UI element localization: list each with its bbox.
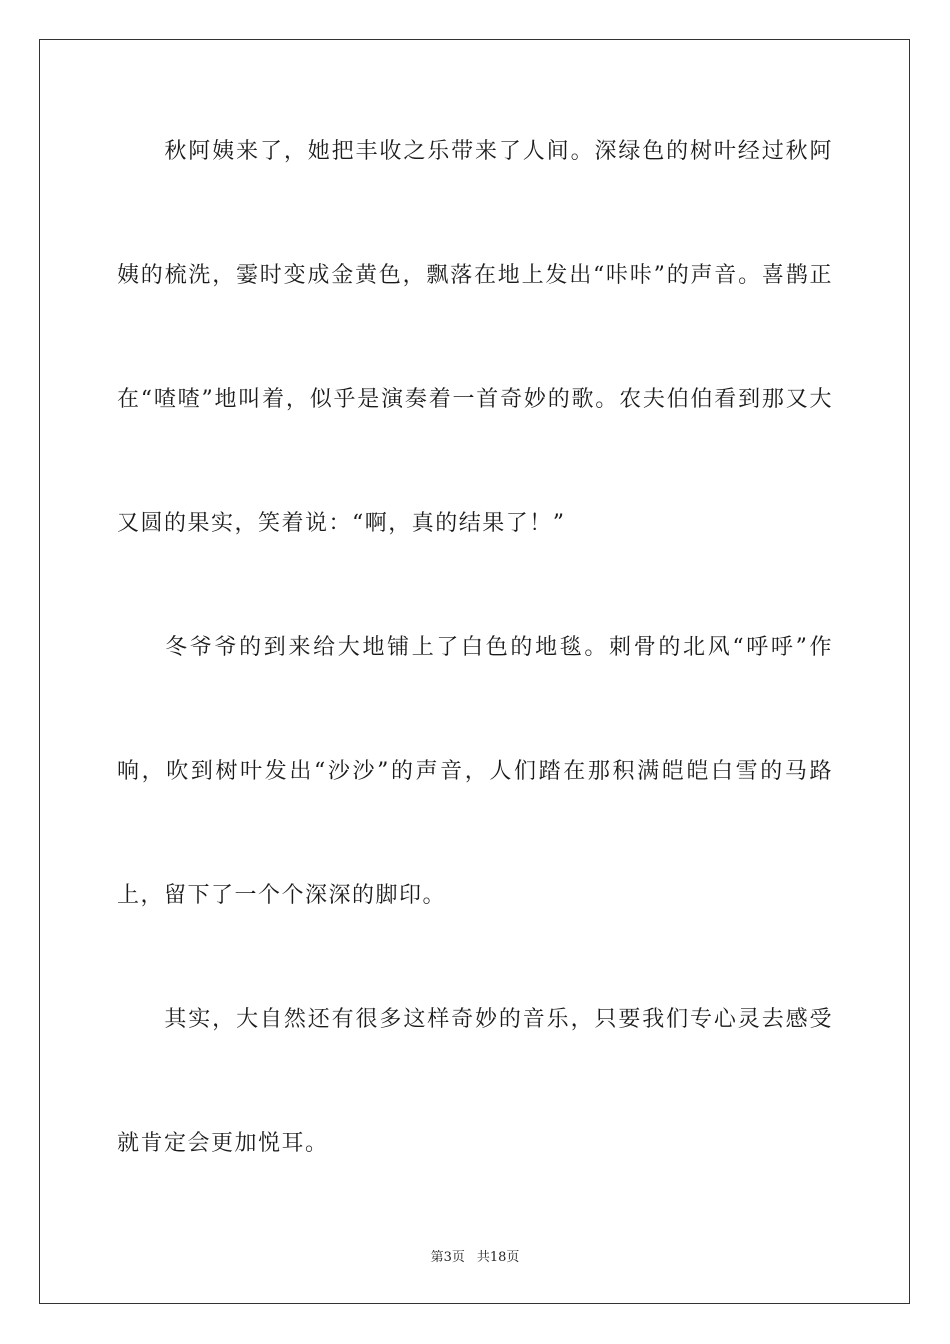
paragraph-conclusion [117,958,833,1206]
paragraph-text: 其实，大自然还有很多这样奇妙的音乐，只要我们专心灵去感受就肯定会更加悦耳。 [117,1007,833,1156]
page-footer [0,1246,950,1265]
document-body [117,90,833,1206]
paragraph-text: 秋阿姨来了，她把丰收之乐带来了人间。深绿色的树叶经过秋阿姨的梳洗，霎时变成金黄色，飘落在地上发出“咔咔”的声音。喜鹊正在“喳喳”地叫着，似乎是演奏着一首奇妙的歌。农夫伯伯看到那又大又圆的果实，笑着说：“啊，真的结果了！” [117,139,833,536]
paragraph-autumn [117,90,833,586]
paragraph-text: 冬爷爷的到来给大地铺上了白色的地毯。刺骨的北风“呼呼”作响，吹到树叶发出“沙沙”的声音，人们踏在那积满皑皑白雪的马路上，留下了一个个深深的脚印。 [117,635,833,908]
page-number: 第3页 [430,1250,465,1265]
page-total: 共18页 [476,1250,520,1265]
paragraph-winter [117,586,833,958]
